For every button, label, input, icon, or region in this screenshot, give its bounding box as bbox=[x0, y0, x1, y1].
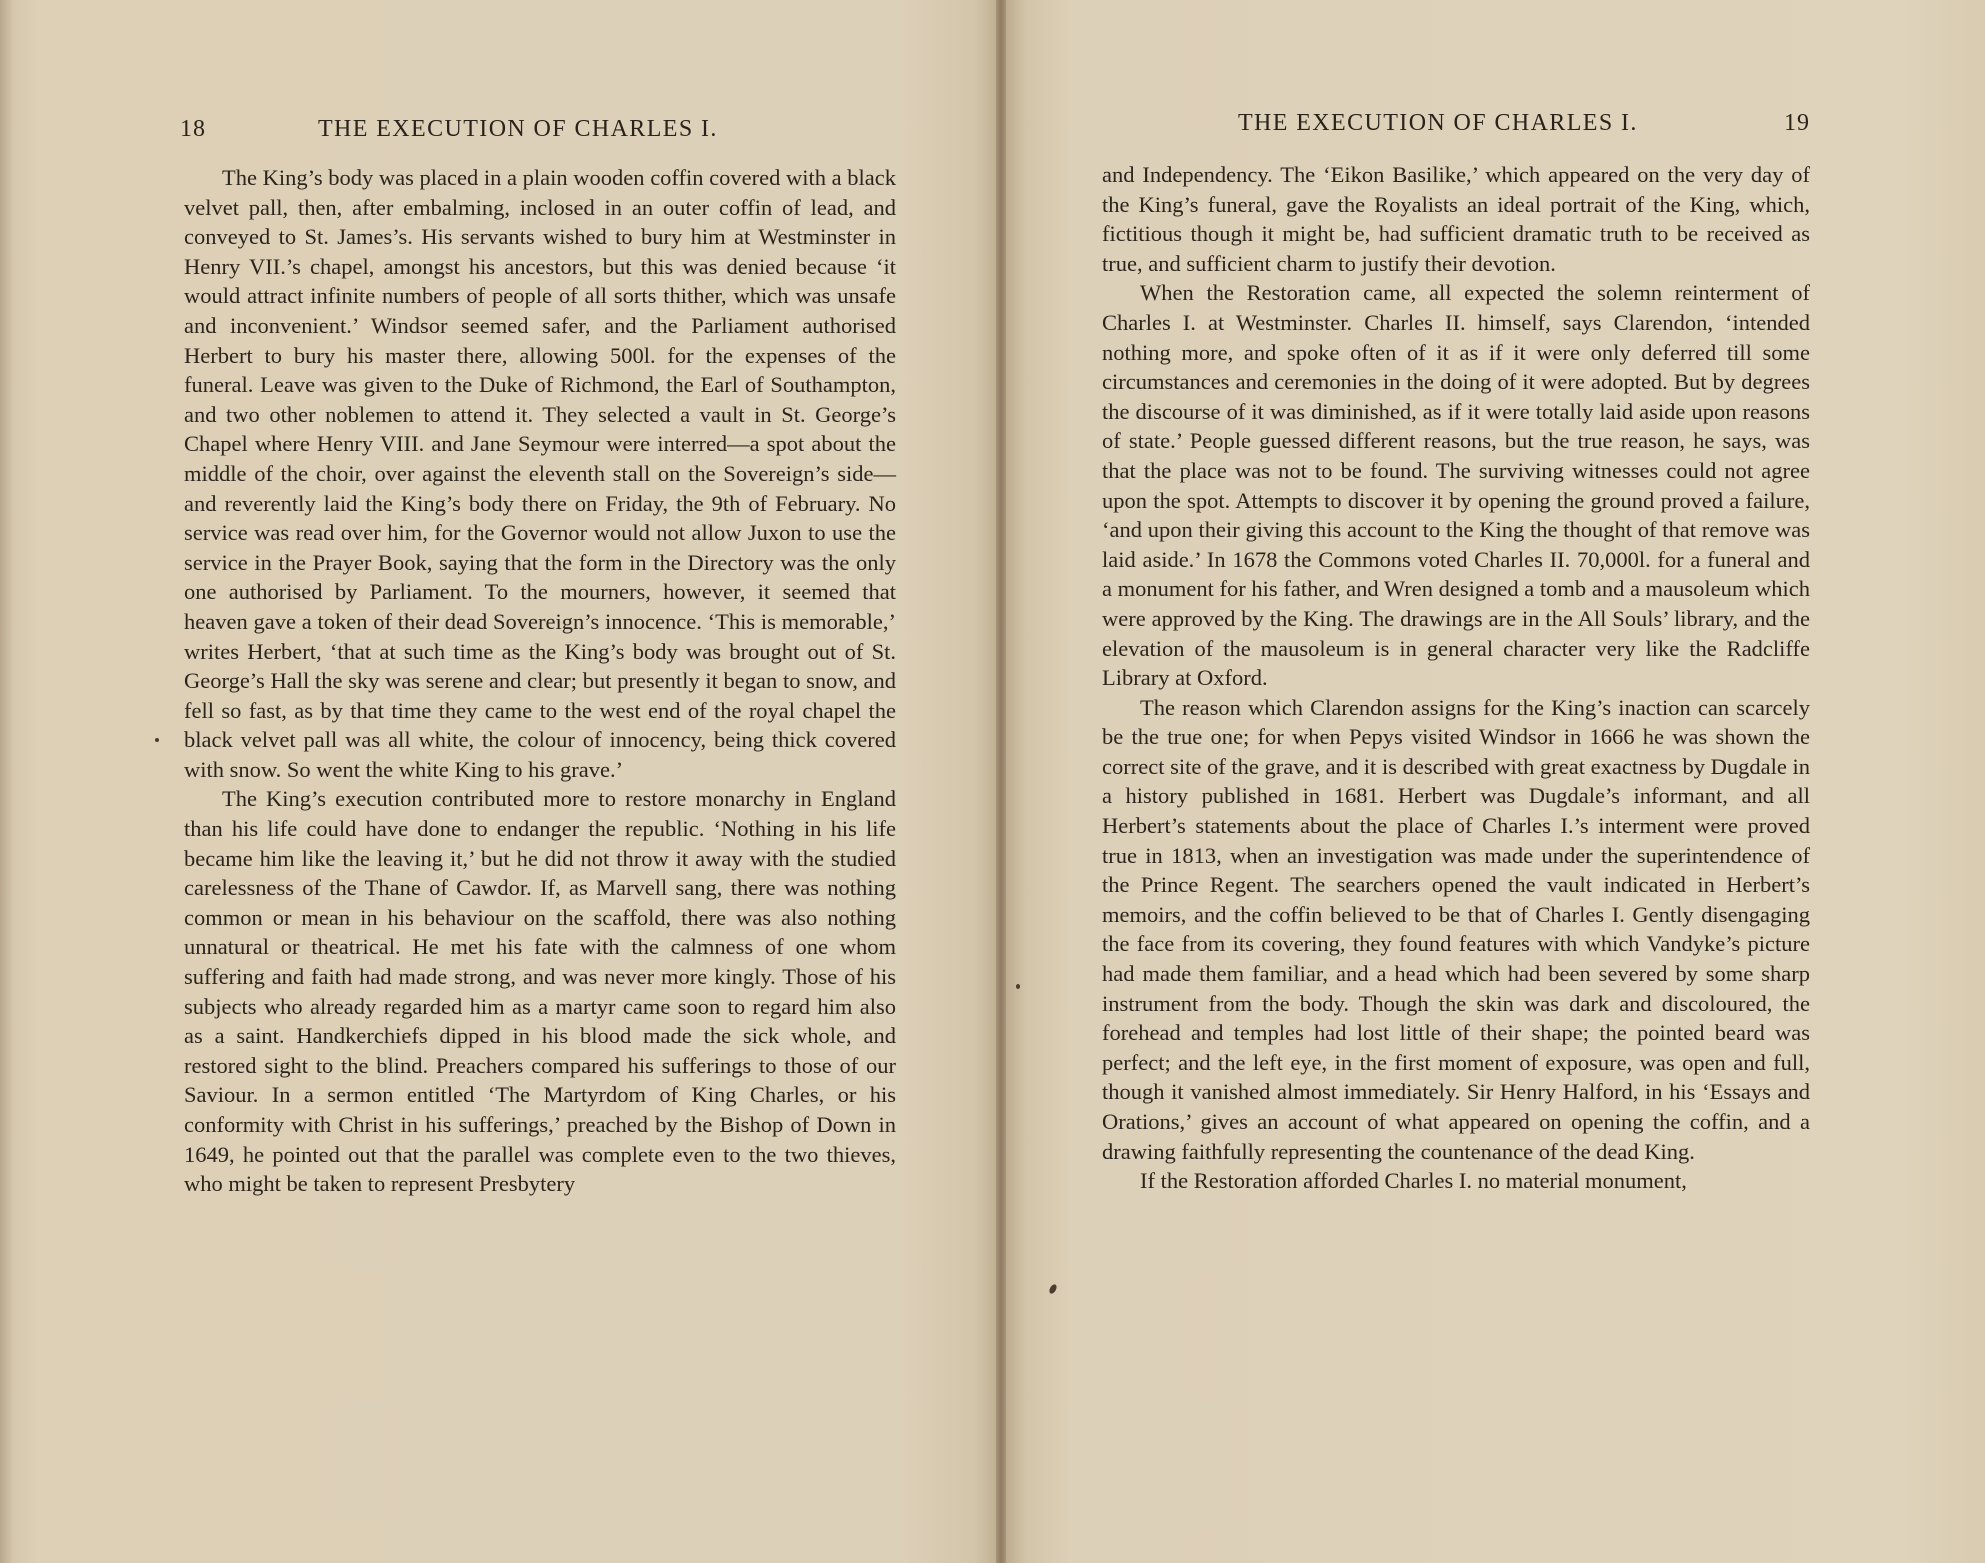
page-number: 19 bbox=[1784, 110, 1810, 136]
paragraph: The King’s body was placed in a plain wooden coffin covered with a black velvet pall, then, after embalming, inclosed in an outer coffin of lead, and conveyed to St. James’s. His servants wished to bury him at Westminster in Henry VII.’s chapel, amongst his ancestors, but this was denied because ‘it would attract infinite numbers of people of all sorts thither, which was unsafe and inconvenient.’ Windsor seemed safer, and the Parliament authorised Herbert to bury his master there, allowing 500l. for the expenses of the funeral. Leave was given to the Duke of Richmond, the Earl of Southampton, and two other noblemen to attend it. They selected a vault in St. George’s Chapel where Henry VIII. and Jane Seymour were interred—a spot about the middle of the choir, over against the eleventh stall on the Sovereign’s side—and reverently laid the King’s body there on Friday, the 9th of February. No service was read over him, for the Governor would not allow Juxon to use the service in the Prayer Book, saying that the form in the Directory was the only one authorised by Parliament. To the mourners, however, it seemed that heaven gave a token of their dead Sovereign’s innocence. ‘This is memorable,’ writes Herbert, ‘that at such time as the King’s body was brought out of St. George’s Hall the sky was serene and clear; but presently it began to snow, and fell so fast, as by that time they came to the west end of the royal chapel the black velvet pall was all white, the colour of innocency, being thick covered with snow. So went the white King to his grave.’ bbox=[184, 165, 896, 782]
paragraph: The reason which Clarendon assigns for the King’s inaction can scarcely be the true one; for when Pepys visited Windsor in 1666 he was shown the correct site of the grave, and it is described with great exactness by Dugdale in a history published in 1681. Herbert was Dugdale’s informant, and all Herbert’s statements about the place of Charles I.’s interment were proved true in 1813, when an investigation was made under the superintendence of the Prince Regent. The searchers opened the vault indicated in Herbert’s memoirs, and the coffin believed to be that of Charles I. Gently disengaging the face from its covering, they found features with which Vandyke’s picture had made them familiar, and a head which had been severed by some sharp instrument from the body. Though the skin was dark and discoloured, the forehead and temples had lost little of their shape; the pointed beard was perfect; and the left eye, in the first moment of exposure, was open and full, though it vanished almost immediately. Sir Henry Halford, in his ‘Essays and Orations,’ gives an account of what appeared on opening the coffin, and a drawing faithfully representing the countenance of the dead King. bbox=[1102, 694, 1810, 1164]
body-text bbox=[1102, 160, 1810, 1196]
page-number: 18 bbox=[180, 116, 206, 142]
ink-speck bbox=[1016, 984, 1020, 989]
paragraph: If the Restoration afforded Charles I. no material monument, bbox=[1140, 1168, 1687, 1194]
running-head: THE EXECUTION OF CHARLES I. bbox=[318, 116, 718, 142]
ink-speck bbox=[1048, 1283, 1058, 1295]
paragraph: When the Restoration came, all expected the solemn reinterment of Charles I. at Westminster. Charles II. himself, says Clarendon, ‘intended nothing more, and spoke often of it as if it were only deferred till some circumstances and ceremonies in the doing of it were adopted. But by degrees the discourse of it was diminished, as if it were totally laid aside upon reasons of state.’ People guessed different reasons, but the true reason, he says, was that the place was not to be found. The surviving witnesses could not agree upon the spot. Attempts to discover it by opening the ground proved a failure, ‘and upon their giving this account to the King the thought of that remove was laid aside.’ In 1678 the Commons voted Charles II. 70,000l. for a funeral and a monument for his father, and Wren designed a tomb and a mausoleum which were approved by the King. The drawings are in the All Souls’ library, and the elevation of the mausoleum is in general character very like the Radcliffe Library at Oxford. bbox=[1102, 280, 1810, 691]
running-head: THE EXECUTION OF CHARLES I. bbox=[1238, 110, 1638, 136]
paragraph: The King’s execution contributed more to restore monarchy in England than his life could have done to endanger the republic. ‘Nothing in his life became him like the leaving it,’ but he did not throw it away with the studied carelessness of the Thane of Cawdor. If, as Marvell sang, there was nothing common or mean in his behaviour on the scaffold, there was also nothing unnatural or theatrical. He met his fate with the calmness of one whom suffering and faith had made strong, and was never more kingly. Those of his subjects who already regarded him as a martyr came soon to regard him also as a saint. Handkerchiefs dipped in his blood made the sick whole, and restored sight to the blind. Preachers compared his sufferings to those of our Saviour. In a sermon entitled ‘The Martyrdom of King Charles, or his conformity with Christ in his sufferings,’ preached by the Bishop of Down in 1649, he pointed out that the parallel was complete even to the two thieves, who might be taken to represent Presbytery bbox=[184, 786, 896, 1197]
right-page bbox=[1002, 0, 1985, 1563]
book-gutter bbox=[996, 0, 1006, 1563]
ink-speck bbox=[155, 738, 159, 742]
body-text bbox=[184, 163, 896, 1199]
paragraph: and Independency. The ‘Eikon Basilike,’ which appeared on the very day of the King’s funeral, gave the Royalists an ideal portrait of the King, which, fictitious though it might be, had sufficient dramatic truth to be received as true, and sufficient charm to justify their devotion. bbox=[1102, 162, 1810, 276]
